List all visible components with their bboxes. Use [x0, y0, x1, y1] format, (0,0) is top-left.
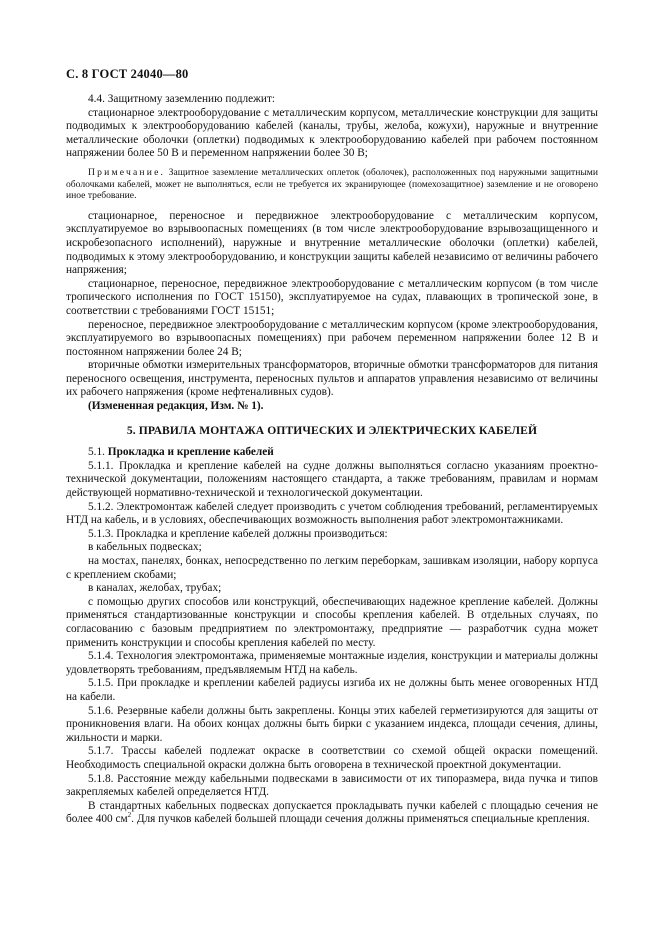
page-header: С. 8 ГОСТ 24040—80: [66, 67, 189, 81]
note-label: Примечание.: [88, 166, 166, 178]
clause-5-1-5: 5.1.5. При прокладке и креплении кабелей радиусы изгиба их не должны быть менее оговоренных НТД на кабели.: [66, 677, 598, 703]
clause-5-1-8: 5.1.8. Расстояние между кабельными подвесками в зависимости от их типоразмера, вида пучка и типов закрепляемых кабелей определяется НТД.: [66, 772, 598, 799]
list-item: на мостах, панелях, бонках, непосредственно по легким переборкам, зашивкам изоляции, набору корпуса с креплением скобами;: [66, 555, 598, 581]
final-paragraph-text-end: . Для пучков кабелей большей площади сечения должны применяться специальные крепления.: [131, 813, 590, 826]
clause-5-1-7: 5.1.7. Трассы кабелей подлежат окраске в соответствии со схемой общей окраски помещений. Необходимость специальной окраски должна быть оговорена в технической проектной документации.: [66, 745, 598, 771]
paragraph-4-4-item: переносное, передвижное электрооборудование с металлическим корпусом (кроме электрооборудования, эксплуатируемого во взрывоопасных помещениях) при рабочем переменном напряжении более 12 В и постоянном напряжении более 24 В;: [66, 318, 598, 358]
note: [66, 167, 598, 202]
clause-5-1-1: 5.1.1. Прокладка и крепление кабелей на судне должны выполняться согласно указаниям проектно-технической документации, положениям настоящего стандарта, а также требованиям, правилам и нормам действующей нормативно-технической и технологической документации.: [66, 459, 598, 500]
note-text: Защитное заземление металлических оплеток (оболочек), расположенных под наружными защитными оболочками кабелей, может не выполняться, если не требуется их экранирующее (помехозащитное) заземление и не оговорено иное требование.: [66, 166, 598, 202]
final-paragraph: [66, 800, 598, 827]
subsection-title: Прокладка и крепление кабелей: [107, 446, 274, 459]
subsection-5-1-title: [66, 446, 598, 460]
amendment-note: (Измененная редакция, Изм. № 1).: [88, 400, 264, 413]
list-item: с помощью других способов или конструкций, обеспечивающих надежное крепление кабелей. Должны применяться стандартизованные конструкции и способы крепления кабелей. В отдельных случаях, по согласованию с базовым предприятием по электромонтажу, предприятие — разработчик судна может применить конструкции и способы крепления кабелей по месту.: [66, 595, 598, 649]
list-item: в кабельных подвесках;: [88, 541, 202, 554]
paragraph-4-4-intro: 4.4. Защитному заземлению подлежит:: [88, 93, 276, 105]
paragraph-4-4-item: стационарное, переносное, передвижное электрооборудование с металлическим корпусом (в том числе тропического исполнения по ГОСТ 15150), эксплуатируемое на судах, плавающих в тропической зоне, в соответствии с требованиями ГОСТ 15151;: [66, 277, 598, 317]
section-5-heading: 5. ПРАВИЛА МОНТАЖА ОПТИЧЕСКИХ И ЭЛЕКТРИЧЕСКИХ КАБЕЛЕЙ: [126, 423, 538, 437]
clause-5-1-6: 5.1.6. Резервные кабели должны быть закреплены. Концы этих кабелей герметизируются для защиты от проникновения влаги. На обоих концах должны быть бирки с указанием индекса, площади сечения, длины, жильности и марки.: [66, 704, 598, 744]
list-item: в каналах, желобах, трубах;: [88, 582, 222, 595]
superscript-2: 2: [127, 811, 132, 820]
subsection-number: 5.1.: [88, 446, 105, 459]
paragraph-4-4-item: стационарное, переносное и передвижное электрооборудование с металлическим корпусом, эксплуатируемое во взрывоопасных помещениях (в том числе электрооборудование взрывозащищенного и искробезопасного исполнений), наружные и внутренние металлические оболочки (оплетки) кабелей, подводимых к этому электрооборудованию, и конструкции защиты кабелей независимо от величины рабочего напряжения;: [66, 209, 598, 277]
clause-5-1-3: 5.1.3. Прокладка и крепление кабелей должны производиться:: [88, 527, 388, 540]
clause-5-1-2: 5.1.2. Электромонтаж кабелей следует производить с учетом соблюдения требований, регламентируемых НТД на кабель, и в условиях, обеспечивающих возможность выполнения работ электромонтажниками.: [66, 500, 598, 527]
clause-5-1-4: 5.1.4. Технология электромонтажа, применяемые монтажные изделия, конструкции и материалы должны удовлетворять требованиям, предъявляемым НТД на кабель.: [66, 650, 598, 676]
final-paragraph-text: В стандартных кабельных подвесках допускается прокладывать пучки кабелей с площадью сечения не более 400 см: [66, 799, 598, 826]
document-body: [66, 93, 598, 827]
paragraph-4-4-item: стационарное электрооборудование с металлическим корпусом, металлические конструкции для защиты подводимых к электрооборудованию кабелей (каналы, трубы, желоба, кожухи), наружные и внутренние металлические оболочки (оплетки) подводимых к электрооборудованию кабелей при рабочем постоянном напряжении более 50 В и переменном напряжении более 30 В;: [66, 106, 598, 160]
paragraph-4-4-item: вторичные обмотки измерительных трансформаторов, вторичные обмотки трансформаторов для питания переносного освещения, инструмента, переносных пультов и аппаратов управления независимо от величины их рабочего напряжения (кроме нефтеналивных судов).: [66, 359, 598, 399]
